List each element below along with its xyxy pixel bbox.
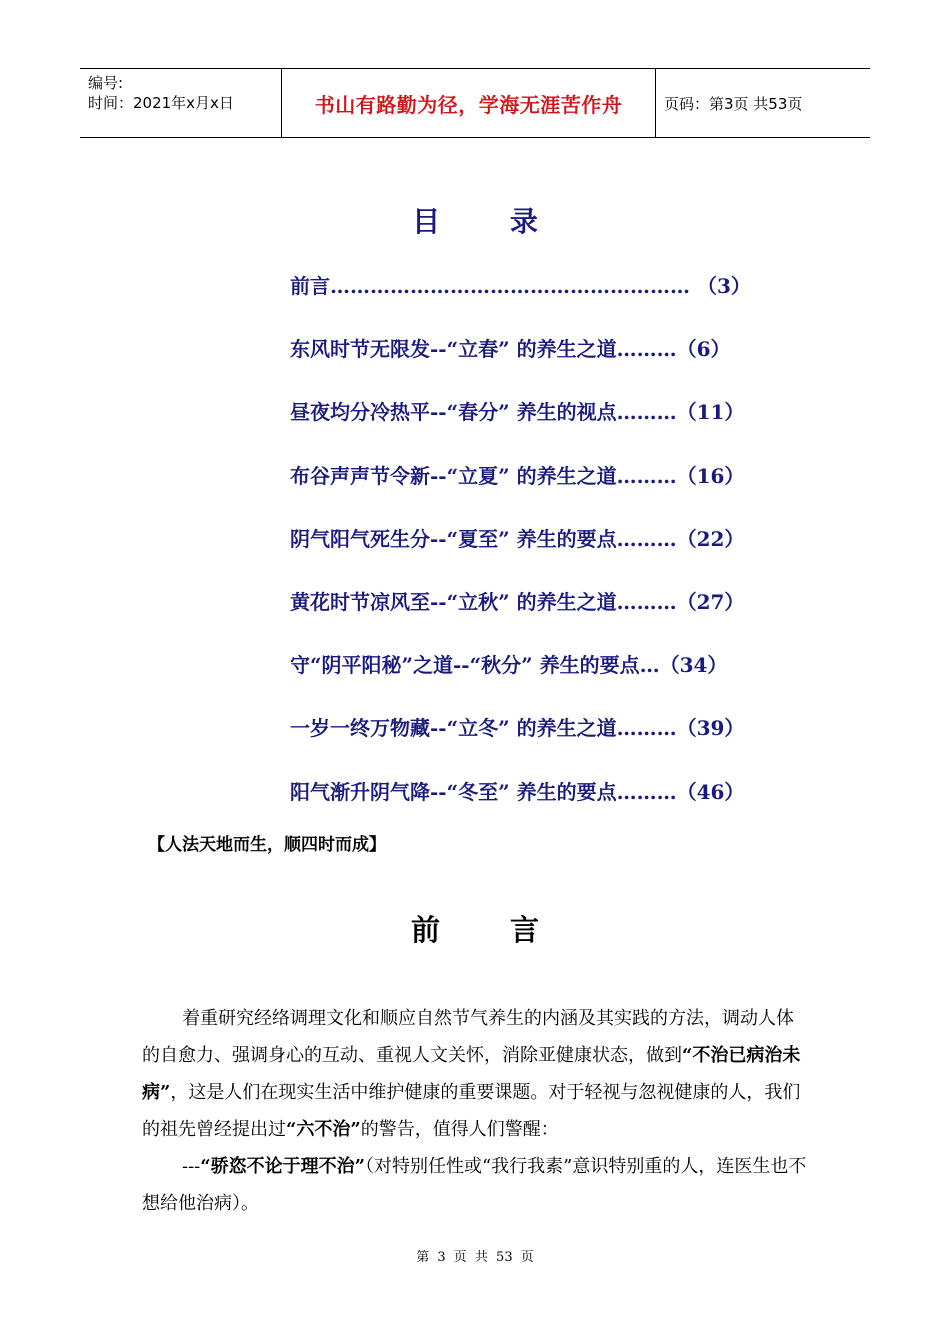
toc-item[interactable]: 布谷声声节令新--“立夏” 的养生之道………（16）: [290, 463, 745, 488]
text-run: （对特别任性或“我行我素”意识特别重的人，连医生也不想给他治病）。: [142, 1156, 807, 1214]
table-of-contents: [290, 268, 800, 837]
preface-body: [142, 1000, 810, 1222]
toc-item[interactable]: 前言……………………………………………… （3）: [290, 274, 751, 298]
text-run: 的警告，值得人们警醒：: [360, 1119, 559, 1140]
toc-item[interactable]: 昼夜均分冷热平--“春分” 养生的视点………（11）: [290, 400, 745, 425]
toc-item[interactable]: 阴气阳气死生分--“夏至” 养生的要点………（22）: [290, 526, 745, 551]
text-run: ---: [182, 1156, 201, 1177]
preface-paragraph: [142, 1148, 810, 1222]
preface-title: 前 言: [410, 913, 570, 947]
toc-title: 目 录: [412, 205, 568, 238]
emphasis-text: “骄恣不论于理不治”: [200, 1156, 365, 1177]
emphasis-text: “六不治”: [286, 1119, 361, 1140]
toc-item[interactable]: 守“阴平阳秘”之道--“秋分” 养生的要点…（34）: [290, 653, 728, 678]
header-motto: 书山有路勤为径，学海无涯苦作舟: [281, 69, 656, 137]
page-footer: 第 3 页 共 53 页: [416, 1250, 534, 1265]
text-run: 着重研究经络调理文化和顺应自然节气养生的内涵及其实践的方法，调动人体的自愈力、强调身心的互动、重视人文关怀，消除亚健康状态，做到: [142, 1008, 794, 1066]
preface-paragraph: [142, 1000, 810, 1148]
toc-item[interactable]: 阳气渐升阴气降--“冬至” 养生的要点………（46）: [290, 779, 745, 804]
text-run: ，这是人们在现实生活中维护健康的重要课题。对于轻视与忽视健康的人，我们的祖先曾经提出过: [142, 1082, 801, 1140]
header-date: 时间：2021年x月x日: [88, 94, 234, 112]
header-meta: [88, 73, 234, 113]
toc-item[interactable]: 一岁一终万物藏--“立冬” 的养生之道………（39）: [290, 716, 745, 741]
motto-line: 【人法天地而生，顺四时而成】: [148, 835, 386, 855]
toc-item[interactable]: 黄花时节凉风至--“立秋” 的养生之道………（27）: [290, 589, 745, 614]
header-number: 编号:: [88, 74, 124, 92]
emphasis-text: “不治已病治未病”: [142, 1045, 801, 1103]
header-page-info: 页码：第3页 共53页: [664, 94, 803, 113]
page-header: [80, 68, 870, 138]
toc-item[interactable]: 东风时节无限发--“立春” 的养生之道………（6）: [290, 337, 731, 362]
